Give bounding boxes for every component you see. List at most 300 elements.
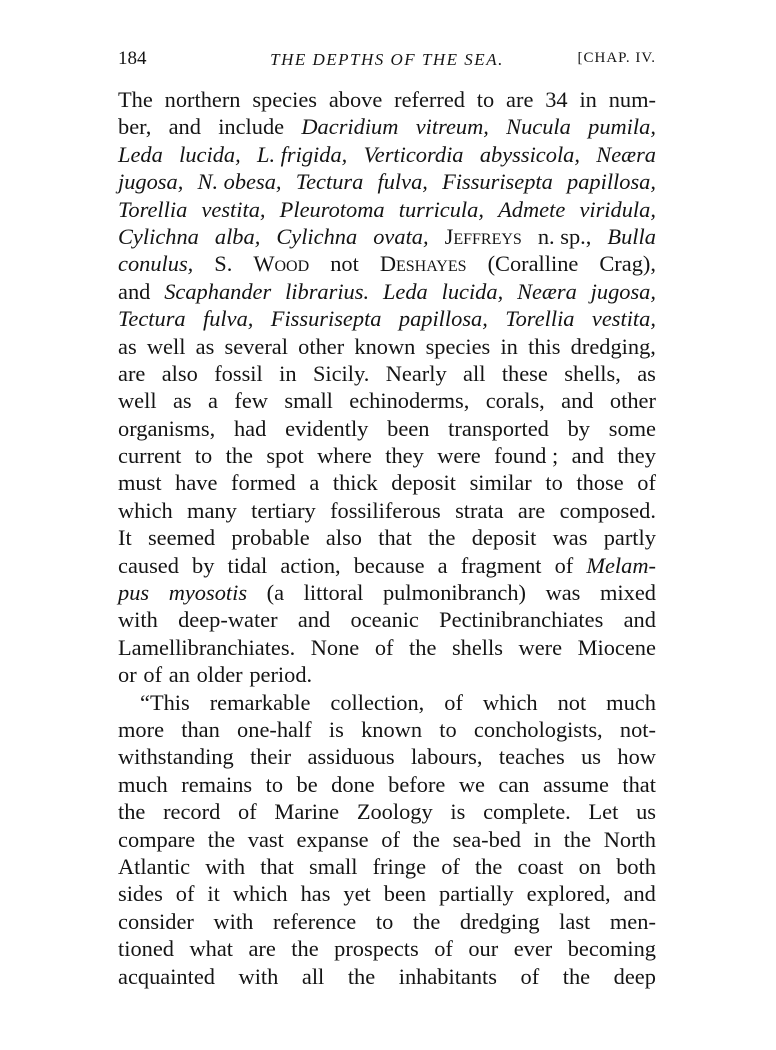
word: mixed <box>600 580 656 606</box>
word: pus <box>118 580 150 606</box>
word: (Coralline <box>487 251 579 277</box>
word: partially <box>439 881 514 907</box>
word: of <box>441 853 460 879</box>
word: transported <box>448 415 549 441</box>
text-line <box>118 606 656 633</box>
word: abyssicola, <box>479 141 580 167</box>
word: by <box>192 552 215 578</box>
word: last <box>559 908 591 934</box>
word: Torellia <box>118 196 188 222</box>
word: Fissurisepta <box>442 169 553 195</box>
word: referred <box>394 87 465 112</box>
word: the <box>475 853 503 879</box>
word: and <box>623 881 656 907</box>
text-line <box>118 305 656 332</box>
text-line <box>118 497 656 524</box>
word: not <box>330 251 359 277</box>
word: Neæra <box>517 278 577 304</box>
word: was <box>552 525 588 551</box>
word: becoming <box>567 936 656 962</box>
word: the <box>291 936 319 962</box>
word: the <box>563 826 592 852</box>
word: that <box>260 853 294 879</box>
text-line <box>118 278 656 305</box>
text-line <box>118 360 656 387</box>
text-line <box>118 552 656 579</box>
word: 34 <box>545 87 568 112</box>
word: with <box>213 908 254 934</box>
word: with <box>238 963 279 989</box>
word: Zoology <box>356 799 433 825</box>
word: evidently <box>285 415 369 441</box>
word: Scaphander <box>164 278 272 304</box>
word: in <box>579 87 597 112</box>
word: been <box>383 881 427 907</box>
text-line <box>118 798 656 825</box>
word: had <box>233 415 267 441</box>
word: all <box>463 360 486 386</box>
word: as <box>118 333 137 359</box>
word: small <box>308 853 358 879</box>
word: the <box>207 826 236 852</box>
word: composed. <box>559 497 656 523</box>
word: and <box>561 388 594 414</box>
word: northern <box>164 87 241 112</box>
word: must <box>118 470 162 496</box>
word: None <box>310 634 360 660</box>
word: has <box>300 881 331 907</box>
word: conulus, <box>118 251 194 277</box>
word: complete. <box>483 799 571 825</box>
word: the <box>225 443 253 469</box>
text-line <box>118 826 656 853</box>
word: (a <box>266 580 285 606</box>
word: fragment <box>460 552 542 578</box>
word: is <box>450 799 466 825</box>
word: echinoderms, <box>349 388 470 414</box>
word: littoral <box>303 580 364 606</box>
word: tioned <box>118 936 174 962</box>
word: to <box>194 443 213 469</box>
word: vestita, <box>591 306 656 332</box>
word: Fissurisepta <box>270 306 382 332</box>
word: yet <box>343 881 371 907</box>
word: strata <box>455 497 504 523</box>
word: expanse <box>296 826 369 852</box>
word: period. <box>249 662 313 688</box>
text-line <box>118 442 656 469</box>
word: Tectura <box>118 306 186 332</box>
word: Bulla <box>607 223 656 249</box>
word: are <box>506 87 534 112</box>
word: they <box>617 443 656 469</box>
word: Deshayes <box>379 251 467 277</box>
text-line <box>118 579 656 606</box>
word: not <box>557 689 587 715</box>
text-line <box>118 333 656 360</box>
word: and <box>118 278 151 304</box>
word: the <box>118 799 146 825</box>
word: all <box>301 963 325 989</box>
word: both <box>616 853 656 879</box>
word: an <box>168 662 190 688</box>
word: include <box>218 114 285 140</box>
word: which <box>118 497 173 523</box>
word: inhabitants <box>398 963 497 989</box>
word: pulmonibranch) <box>382 580 526 606</box>
word: are <box>248 936 276 962</box>
word: collection, <box>330 689 425 715</box>
word: well <box>146 333 186 359</box>
word: other <box>298 333 345 359</box>
word: how <box>617 744 656 770</box>
text-line <box>118 716 656 743</box>
word: Verticordia <box>363 141 464 167</box>
word: also <box>325 525 362 551</box>
word: the <box>347 963 376 989</box>
word: conchologists, <box>473 716 603 742</box>
word: turricula, <box>398 196 484 222</box>
word: above <box>328 87 383 112</box>
word: or <box>118 662 137 688</box>
word: coast <box>517 853 564 879</box>
word: species <box>252 87 317 112</box>
word: N. obesa, <box>197 169 282 195</box>
word: partly <box>603 525 656 551</box>
text-line <box>118 524 656 551</box>
word: older <box>196 662 243 688</box>
word: Admete <box>498 196 566 222</box>
word: lucida, <box>179 141 241 167</box>
word: Marine <box>274 799 340 825</box>
word: Sicily. <box>312 360 370 386</box>
running-title: THE DEPTHS OF THE SEA. <box>270 50 504 69</box>
word: fulva, <box>377 169 428 195</box>
word: tidal <box>227 552 268 578</box>
text-line <box>118 86 656 113</box>
word: as <box>195 333 215 359</box>
text-line <box>118 223 656 250</box>
word: in <box>279 360 297 386</box>
word: spot <box>266 443 304 469</box>
word: Nearly <box>385 360 447 386</box>
word: what <box>189 936 233 962</box>
word: jugosa, <box>590 278 656 304</box>
word: ever <box>513 936 553 962</box>
word: of <box>381 826 400 852</box>
word: not- <box>619 716 656 742</box>
word: reference <box>272 908 357 934</box>
word: fulva, <box>203 306 254 332</box>
word: a <box>208 388 218 414</box>
word: acquainted <box>118 963 215 989</box>
word: organisms, <box>118 415 216 441</box>
word: which <box>232 881 288 907</box>
word: Cylichna <box>276 223 358 249</box>
word: also <box>161 360 198 386</box>
word: have <box>175 470 218 496</box>
text-line <box>118 880 656 907</box>
word: can <box>498 771 530 797</box>
word: they <box>385 443 424 469</box>
word: before <box>388 771 446 797</box>
word: “This <box>140 689 190 715</box>
word: than <box>181 716 220 742</box>
word: Pectinibranchiates <box>439 607 604 633</box>
word: remains <box>181 771 253 797</box>
word: of <box>374 634 394 660</box>
word: this <box>528 333 561 359</box>
word: papillosa, <box>567 169 656 195</box>
word: of <box>175 881 195 907</box>
word: Wood <box>253 251 310 277</box>
word: vitreum, <box>415 114 489 140</box>
word: probable <box>231 525 310 551</box>
word: consider <box>118 908 194 934</box>
text-line <box>118 415 656 442</box>
word: as <box>637 360 656 386</box>
word: one-half <box>237 716 312 742</box>
word: Jeffreys <box>444 223 522 249</box>
word: sea-bed <box>452 826 521 852</box>
word: us <box>581 744 602 770</box>
word: myosotis <box>168 580 248 606</box>
word: Let <box>588 799 619 825</box>
word: of <box>554 552 574 578</box>
word: on <box>578 853 602 879</box>
word: that <box>378 525 412 551</box>
word: vestita, <box>201 196 266 222</box>
word: our <box>468 936 499 962</box>
word: were <box>518 634 563 660</box>
word: known <box>361 716 423 742</box>
word: with <box>205 853 246 879</box>
word: been <box>387 415 430 441</box>
word: It <box>118 525 132 551</box>
word: L. frigida, <box>257 141 348 167</box>
word: oceanic <box>350 607 419 633</box>
word: viridula, <box>579 196 656 222</box>
word: deposit <box>471 525 537 551</box>
word: because <box>353 552 425 578</box>
word: of <box>637 470 656 496</box>
word: ovata, <box>373 223 429 249</box>
word: Leda <box>382 278 428 304</box>
word: Leda <box>118 141 163 167</box>
word: Miocene <box>577 634 656 660</box>
text-line <box>118 168 656 195</box>
word: num- <box>608 87 656 112</box>
word: Nucula <box>506 114 571 140</box>
word: current <box>118 443 182 469</box>
running-header <box>118 48 656 74</box>
word: we <box>458 771 485 797</box>
word: Dacridium <box>301 114 399 140</box>
word: formed <box>231 470 296 496</box>
word: deep-water <box>178 607 278 633</box>
word: caused <box>118 552 179 578</box>
text-line <box>118 689 656 716</box>
word: Neæra <box>596 141 656 167</box>
chapter-label: [CHAP. IV. <box>577 50 656 66</box>
word: were <box>437 443 481 469</box>
word: Torellia <box>505 306 575 332</box>
word: record <box>163 799 221 825</box>
body-text <box>118 86 656 990</box>
word: teaches <box>498 744 565 770</box>
word: Crag), <box>599 251 656 277</box>
text-line <box>118 853 656 880</box>
word: pumila, <box>588 114 656 140</box>
word: Cylichna <box>118 223 199 249</box>
text-line <box>118 908 656 935</box>
text-line <box>118 387 656 414</box>
word: explored, <box>526 881 611 907</box>
word: remarkable <box>209 689 311 715</box>
word: labours, <box>410 744 483 770</box>
word: North <box>603 826 656 852</box>
word: fossiliferous <box>330 497 441 523</box>
word: dredging, <box>570 333 656 359</box>
word: and <box>623 607 656 633</box>
word: much <box>606 689 656 715</box>
word: more <box>118 716 165 742</box>
word: a <box>309 470 320 496</box>
word: similar <box>469 470 532 496</box>
text-line <box>118 963 656 990</box>
word: these <box>501 360 548 386</box>
word: that <box>622 771 656 797</box>
word: done <box>331 771 375 797</box>
word: Lamellibranchiates. <box>118 634 296 660</box>
word: assiduous <box>307 744 395 770</box>
word: of <box>434 936 453 962</box>
word: as <box>172 388 192 414</box>
word: of <box>444 689 463 715</box>
word: fossil <box>214 360 263 386</box>
word: to <box>265 771 284 797</box>
word: the <box>428 525 456 551</box>
word: shells <box>451 634 503 660</box>
text-line <box>118 113 656 140</box>
word: the <box>412 908 441 934</box>
word: few <box>234 388 268 414</box>
text-line <box>118 661 656 688</box>
word: lucida, <box>441 278 504 304</box>
word: Melam- <box>586 552 656 578</box>
text-line <box>118 743 656 770</box>
word: the <box>412 826 440 852</box>
word: withstanding <box>118 744 234 770</box>
text-line <box>118 196 656 223</box>
word: be <box>296 771 318 797</box>
text-line <box>118 250 656 277</box>
word: S. <box>214 251 233 277</box>
word: their <box>250 744 292 770</box>
word: n. sp., <box>537 223 592 249</box>
word: ber, <box>118 114 152 140</box>
word: prospects <box>334 936 419 962</box>
word: to <box>476 87 495 112</box>
word: to <box>375 908 394 934</box>
word: are <box>517 497 546 523</box>
word: many <box>187 497 237 523</box>
word: is <box>328 716 344 742</box>
text-line <box>118 935 656 962</box>
word: papillosa, <box>398 306 488 332</box>
page-number: 184 <box>118 48 147 69</box>
word: was <box>545 580 581 606</box>
word: well <box>118 388 157 414</box>
word: tertiary <box>251 497 316 523</box>
word: Pleurotoma <box>279 196 385 222</box>
word: compare <box>118 826 196 852</box>
word: and <box>297 607 331 633</box>
word: in <box>500 333 518 359</box>
word: vast <box>247 826 284 852</box>
word: are <box>118 360 146 386</box>
word: small <box>284 388 333 414</box>
word: alba, <box>214 223 261 249</box>
word: by <box>567 415 590 441</box>
word: thick <box>332 470 378 496</box>
word: of <box>238 799 257 825</box>
word: it <box>207 881 220 907</box>
text-line <box>118 771 656 798</box>
word: deposit <box>391 470 456 496</box>
word: The <box>118 87 153 112</box>
word: sides <box>118 881 163 907</box>
word: and <box>571 443 604 469</box>
word: known <box>354 333 416 359</box>
word: seemed <box>147 525 216 551</box>
word: to <box>439 716 457 742</box>
word: found ; <box>494 443 559 469</box>
word: men- <box>609 908 656 934</box>
word: assume <box>542 771 609 797</box>
word: corals, <box>485 388 545 414</box>
text-line <box>118 634 656 661</box>
text-line <box>118 141 656 168</box>
word: deep <box>613 963 656 989</box>
word: dredging <box>459 908 540 934</box>
word: and <box>168 114 201 140</box>
word: much <box>118 771 168 797</box>
word: of <box>143 662 163 688</box>
word: with <box>118 607 158 633</box>
word: other <box>609 388 656 414</box>
word: the <box>562 963 591 989</box>
word: which <box>482 689 538 715</box>
word: a <box>437 552 448 578</box>
word: in <box>533 826 552 852</box>
word: shells, <box>564 360 621 386</box>
word: some <box>608 415 656 441</box>
word: the <box>409 634 437 660</box>
word: to <box>545 470 563 496</box>
word: Atlantic <box>118 853 191 879</box>
word: where <box>317 443 372 469</box>
word: fringe <box>372 853 427 879</box>
word: jugosa, <box>118 169 184 195</box>
word: of <box>520 963 540 989</box>
word: librarius. <box>285 278 370 304</box>
word: those <box>576 470 624 496</box>
word: several <box>224 333 288 359</box>
text-line <box>118 469 656 496</box>
word: species <box>425 333 491 359</box>
word: us <box>636 799 656 825</box>
